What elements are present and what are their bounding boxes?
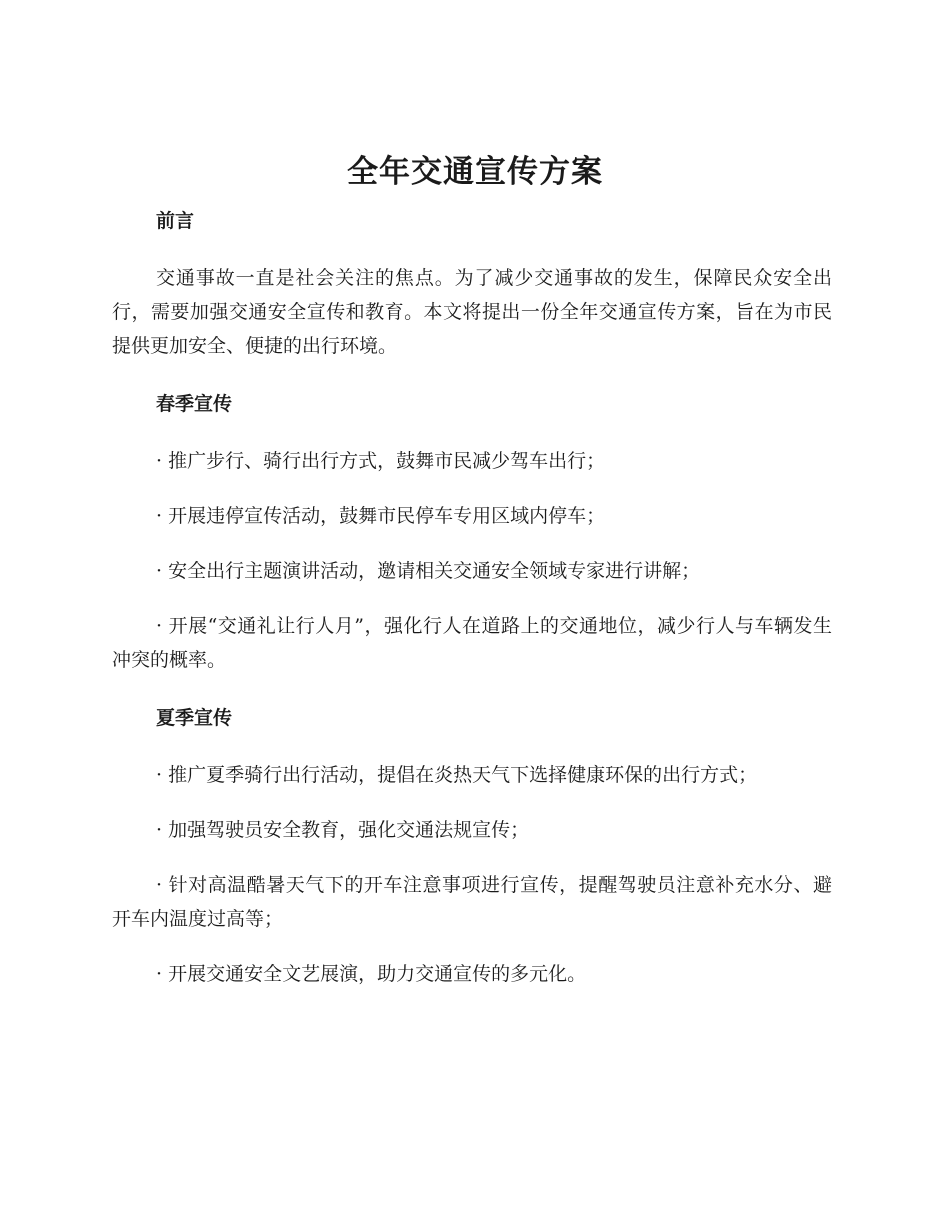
spring-item: · 安全出行主题演讲活动，邀请相关交通安全领域专家进行讲解； [156,560,701,582]
section-heading-summer: 夏季宣传 [156,707,233,729]
summer-item: · 加强驾驶员安全教育，强化交通法规宣传； [156,819,530,841]
preface-paragraph: 交通事故一直是社会关注的焦点。为了减少交通事故的发生，保障民众安全出行，需要加强交通安全宣传和教育。本文将提出一份全年交通宣传方案，旨在为市民提供更加安全、便捷的出行环境。 [112,267,832,357]
spring-item: · 推广步行、骑行出行方式，鼓舞市民减少驾车出行； [156,450,606,472]
summer-item: · 针对高温酷暑天气下的开车注意事项进行宣传，提醒驾驶员注意补充水分、避开车内温度过高等； [112,874,832,930]
section-heading-preface: 前言 [156,210,195,232]
section-heading-spring: 春季宣传 [156,393,233,415]
summer-item: · 推广夏季骑行出行活动，提倡在炎热天气下选择健康环保的出行方式； [156,764,758,786]
summer-item: · 开展交通安全文艺展演，助力交通宣传的多元化。 [156,963,587,985]
document-body [112,204,832,991]
spring-item: · 开展“交通礼让行人月”，强化行人在道路上的交通地位，减少行人与车辆发生冲突的概率。 [112,615,832,671]
spring-item: · 开展违停宣传活动，鼓舞市民停车专用区域内停车； [156,505,606,527]
document-title: 全年交通宣传方案 [347,154,603,190]
